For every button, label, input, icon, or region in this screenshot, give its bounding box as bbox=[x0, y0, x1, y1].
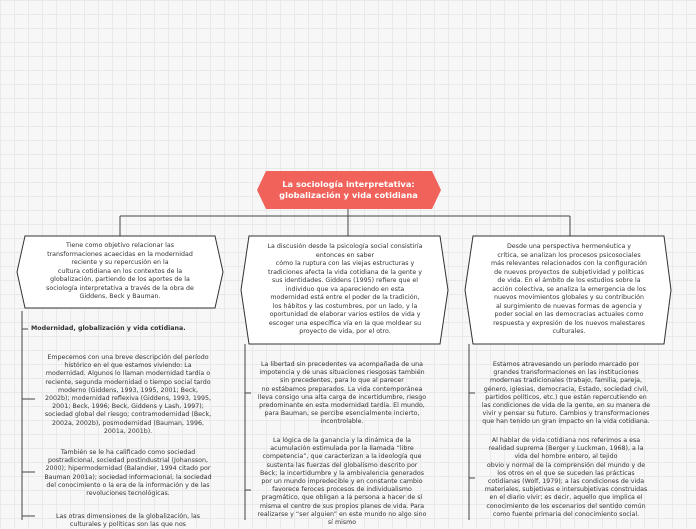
branch-node-3[interactable]: Desde una perspectiva hermenéutica y crítica, se analizan los procesos psicosociales más relevantes relacionados con la configuración de nuevos proyectos de subjetividad y políticas de vida. En el ámbito de los estudios sobre la acción colectiva, se analiza la emergencia de los nuevos movimientos globales y su contribución al surgimiento de nuevas formas de agencia y poder social en las democracias actuales como respuesta y expresión de los nuevos malestares culturales. bbox=[490, 242, 648, 336]
col3-item-1[interactable]: Estamos atravesando un período marcado por grandes transformaciones en las instituciones modernas tradicionales (trabajo, familia, pareja, género, iglesias, democracia, Estado, sociedad civil, partidos políticos, etc.) que están repercutiendo en las condiciones de vida de la gente, en su manera de vivir y pensar su futuro. Cambios y transformaciones que han tenido un gran impacto en la vida cotidiana. bbox=[481, 361, 651, 426]
col2-item-2[interactable]: La lógica de la ganancia y la dinámica de la acumulación estimulada por la llamada “libre competencia”, que caracterizan a la ideología que sustenta las fuerzas del globalismo descrito por Beck; la incertidumbre y la ambivalencia generados por un mundo impredecible y en constante cambio favorece feroces procesos de individualismo pragmático, que obligan a la persona a hacer de sí misma el centro de sus propios planes de vida. Para realizarse y “ser alguien” en este mundo no algo sino sí mismo bbox=[257, 437, 427, 527]
col1-heading[interactable]: Modernidad, globalización y vida cotidiana. bbox=[31, 325, 186, 332]
branch-node-1[interactable]: Tiene como objetivo relacionar las transformaciones acaecidas en la modernidad reciente y su repercusión en la cultura cotidiana en los contextos de la globalización, partiendo de los aportes de la sociología interpretativa a través de la obra de Giddens, Beck y Bauman. bbox=[46, 242, 194, 301]
root-topic[interactable]: La sociología interpretativa: globalización y vida cotidiana bbox=[279, 179, 418, 200]
col3-item-2[interactable]: Al hablar de vida cotidiana nos referimos a esa realidad suprema (Berger y Luckman, 1968), a la vida del hombre entero, al tejido obvio y normal de la comprensión del mundo y de los otros en el que se suceden las prácticas cotidianas (Wolf, 1979); a las condiciones de vida materiales, subjetivas e intersubjetivas construidas en el diario vivir; es decir, aquello que implica el conocimiento de los escenarios del sentido común como fuente primaria del conocimiento social. bbox=[484, 437, 648, 518]
branch-node-2[interactable]: La discusión desde la psicología social consistiría entonces en saber cómo la ruptura con las viejas estructuras y tradiciones afecta la vida cotidiana de la gente y sus identidades. Giddens (1995) refiere que el individuo que va apareciendo en esta modernidad está entre el poder de la tradición, los hábitos y las costumbres, por un lado, y la oportunidad de elaborar varios estilos de vida y escoger una específica vía en la que moldear su proyecto de vida, por el otro. bbox=[267, 242, 423, 336]
col1-item-2[interactable]: También se le ha calificado como sociedad postradicional, sociedad postindustrial (Johansson, 2000); hipermodernidad (Balandier, 1994 citado por Bauman 2001a); sociedad informacional, la sociedad del conocimiento o la era de la información y de las revoluciones tecnológicas. bbox=[44, 449, 212, 498]
col2-item-1[interactable]: La libertad sin precedentes va acompañada de una impotencia y de unas situaciones riesgosas también sin precedentes, para lo que al parecer no estábamos preparados. La vida contemporánea lleva consigo una alta carga de incertidumbre, riesgo predominante en esta modernidad tardía. El mundo, para Bauman, se percibe esencialmente incierto, incontrolable. bbox=[257, 361, 427, 426]
col1-item-1[interactable]: Empecemos con una breve descripción del período histórico en el que estamos viviendo: La modernidad. Algunos lo llaman modernidad tardía o reciente, segunda modernidad o tiempo social tardo moderno (Giddens, 1993, 1995, 2001; Beck, 2002b); modernidad reflexiva (Giddens, 1993, 1995, 2001; Beck, 1996; Beck, Giddens y Lash, 1997); sociedad global del riesgo; contramodernidad (Beck, 2002a, 2002b), posmodernidad (Bauman, 1996, 2001a, 2001b). bbox=[44, 354, 212, 435]
col1-item-3[interactable]: Las otras dimensiones de la globalización, las culturales y políticas son las que nos bbox=[55, 513, 201, 529]
